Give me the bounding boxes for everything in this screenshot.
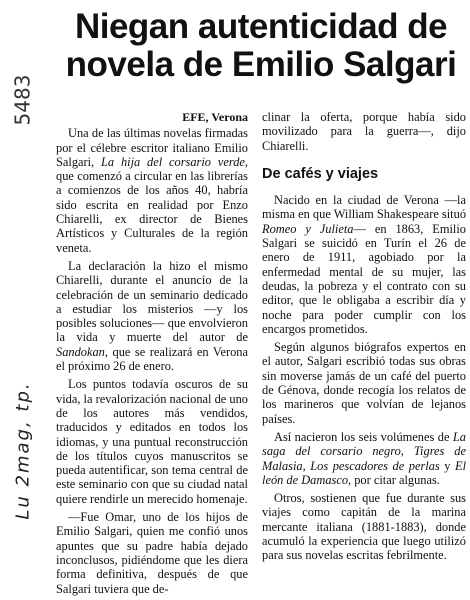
paragraph-continued: clinar la oferta, porque había sido movilizado para la guerra—, dijo Chiarelli.	[262, 110, 466, 153]
margin-note-text: Lu 2mag, tp.	[12, 380, 34, 520]
headline-line-1: Niegan autenticidad de	[74, 7, 448, 46]
p5-text-a: Nacido en la ciudad de Verona —la misma en que William Shakespeare situó	[262, 193, 467, 222]
byline: EFE, Verona	[182, 110, 248, 124]
p5-text-b: — en 1863, Emilio Salgari se suicidó en Turín el 26 de enero de 1911, agobiado por la enfermedad mental de su mujer, las deudas, la pobreza y el contrato con su editor, que le obligaba a escribir día y noche para poder cumplir con los encargos prometidos.	[262, 221, 466, 336]
p7-sep-3: y	[439, 458, 455, 473]
p7-title-2: Tigres de Malasia	[262, 444, 467, 473]
paragraph-6: Según algunos biógrafos expertos en el autor, Salgari escribió todas sus obras sin moverse jamás de un café del puerto de Génova, donde recogía los relatos de los marineros que volvían de lejanos países.	[262, 340, 466, 426]
paragraph-3: Los puntos todavía oscuros de su vida, la revalorización nacional de uno de los autores más vendidos, traducidos y editados en todos los idiomas, y una puntual reconstrucción de los títulos cuyos manuscritos se pueda autentificar, son tema central de este seminario con que su ciudad natal quiere rendirle un merecido homenaje.	[56, 377, 248, 506]
p1-text-a: Una de las últimas novelas firmadas por el célebre escritor italiano Emilio Salgari,	[56, 126, 248, 169]
paragraph-2	[56, 259, 248, 373]
p7-title-4: El león de Damasco	[262, 458, 467, 487]
p5-play-title: Romeo y Julieta	[262, 221, 354, 236]
subhead: De cafés y viajes	[262, 165, 379, 182]
left-column	[56, 110, 248, 600]
headline-line-2: novela de Emilio Salgari	[65, 45, 457, 84]
p2-text-b: , que se realizará en Verona el próximo 26 de enero.	[56, 344, 248, 374]
p7-title-3: Los pescadores de perlas	[310, 458, 440, 473]
p7-sep-1: ,	[400, 444, 414, 459]
paragraph-5	[262, 193, 466, 336]
headline	[56, 8, 466, 84]
p7-sep-2: ,	[302, 458, 311, 473]
p7-title-1: La saga del corsario negro	[262, 429, 466, 459]
p1-novel-title: La hija del corsario verde	[101, 154, 245, 169]
margin-code	[2, 60, 42, 140]
p7-text-b: , por citar algunas.	[348, 472, 440, 487]
paragraph-4: —Fue Omar, uno de los hijos de Emilio Salgari, quien me confió unos apuntes que su padre había dejado inconclusos, pidiéndome que les diera forma definitiva, después de que Salgari tuviera que de-	[56, 510, 248, 596]
paragraph-8: Otros, sostienen que fue durante sus viajes como capitán de la marina mercante italiana (1881-1883), donde acumuló la experiencia que luego utilizó para sus novelas escritas febrilmente.	[262, 491, 466, 563]
p7-text-a: Así nacieron los seis volúmenes de	[274, 429, 453, 444]
margin-handwritten-note	[6, 300, 40, 600]
p2-novel-title: Sandokan	[56, 344, 105, 359]
paragraph-7	[262, 430, 466, 487]
paragraph-1	[56, 126, 248, 255]
right-column	[262, 110, 466, 567]
p1-text-b: , que comenzó a circular en las librerías a comienzos de los años 40, habría sido escrita en realidad por Enzo Chiarelli, ex director de Bienes Artísticos y Culturales de la región veneta.	[56, 154, 248, 255]
p2-text-a: La declaración la hizo el mismo Chiarelli, durante el anuncio de la celebración de un seminario dedicado a estudiar los misterios —y los posibles soluciones— que envolvieron la vida y muerte del autor de	[56, 258, 248, 345]
margin-code-text: 5483	[10, 74, 34, 126]
